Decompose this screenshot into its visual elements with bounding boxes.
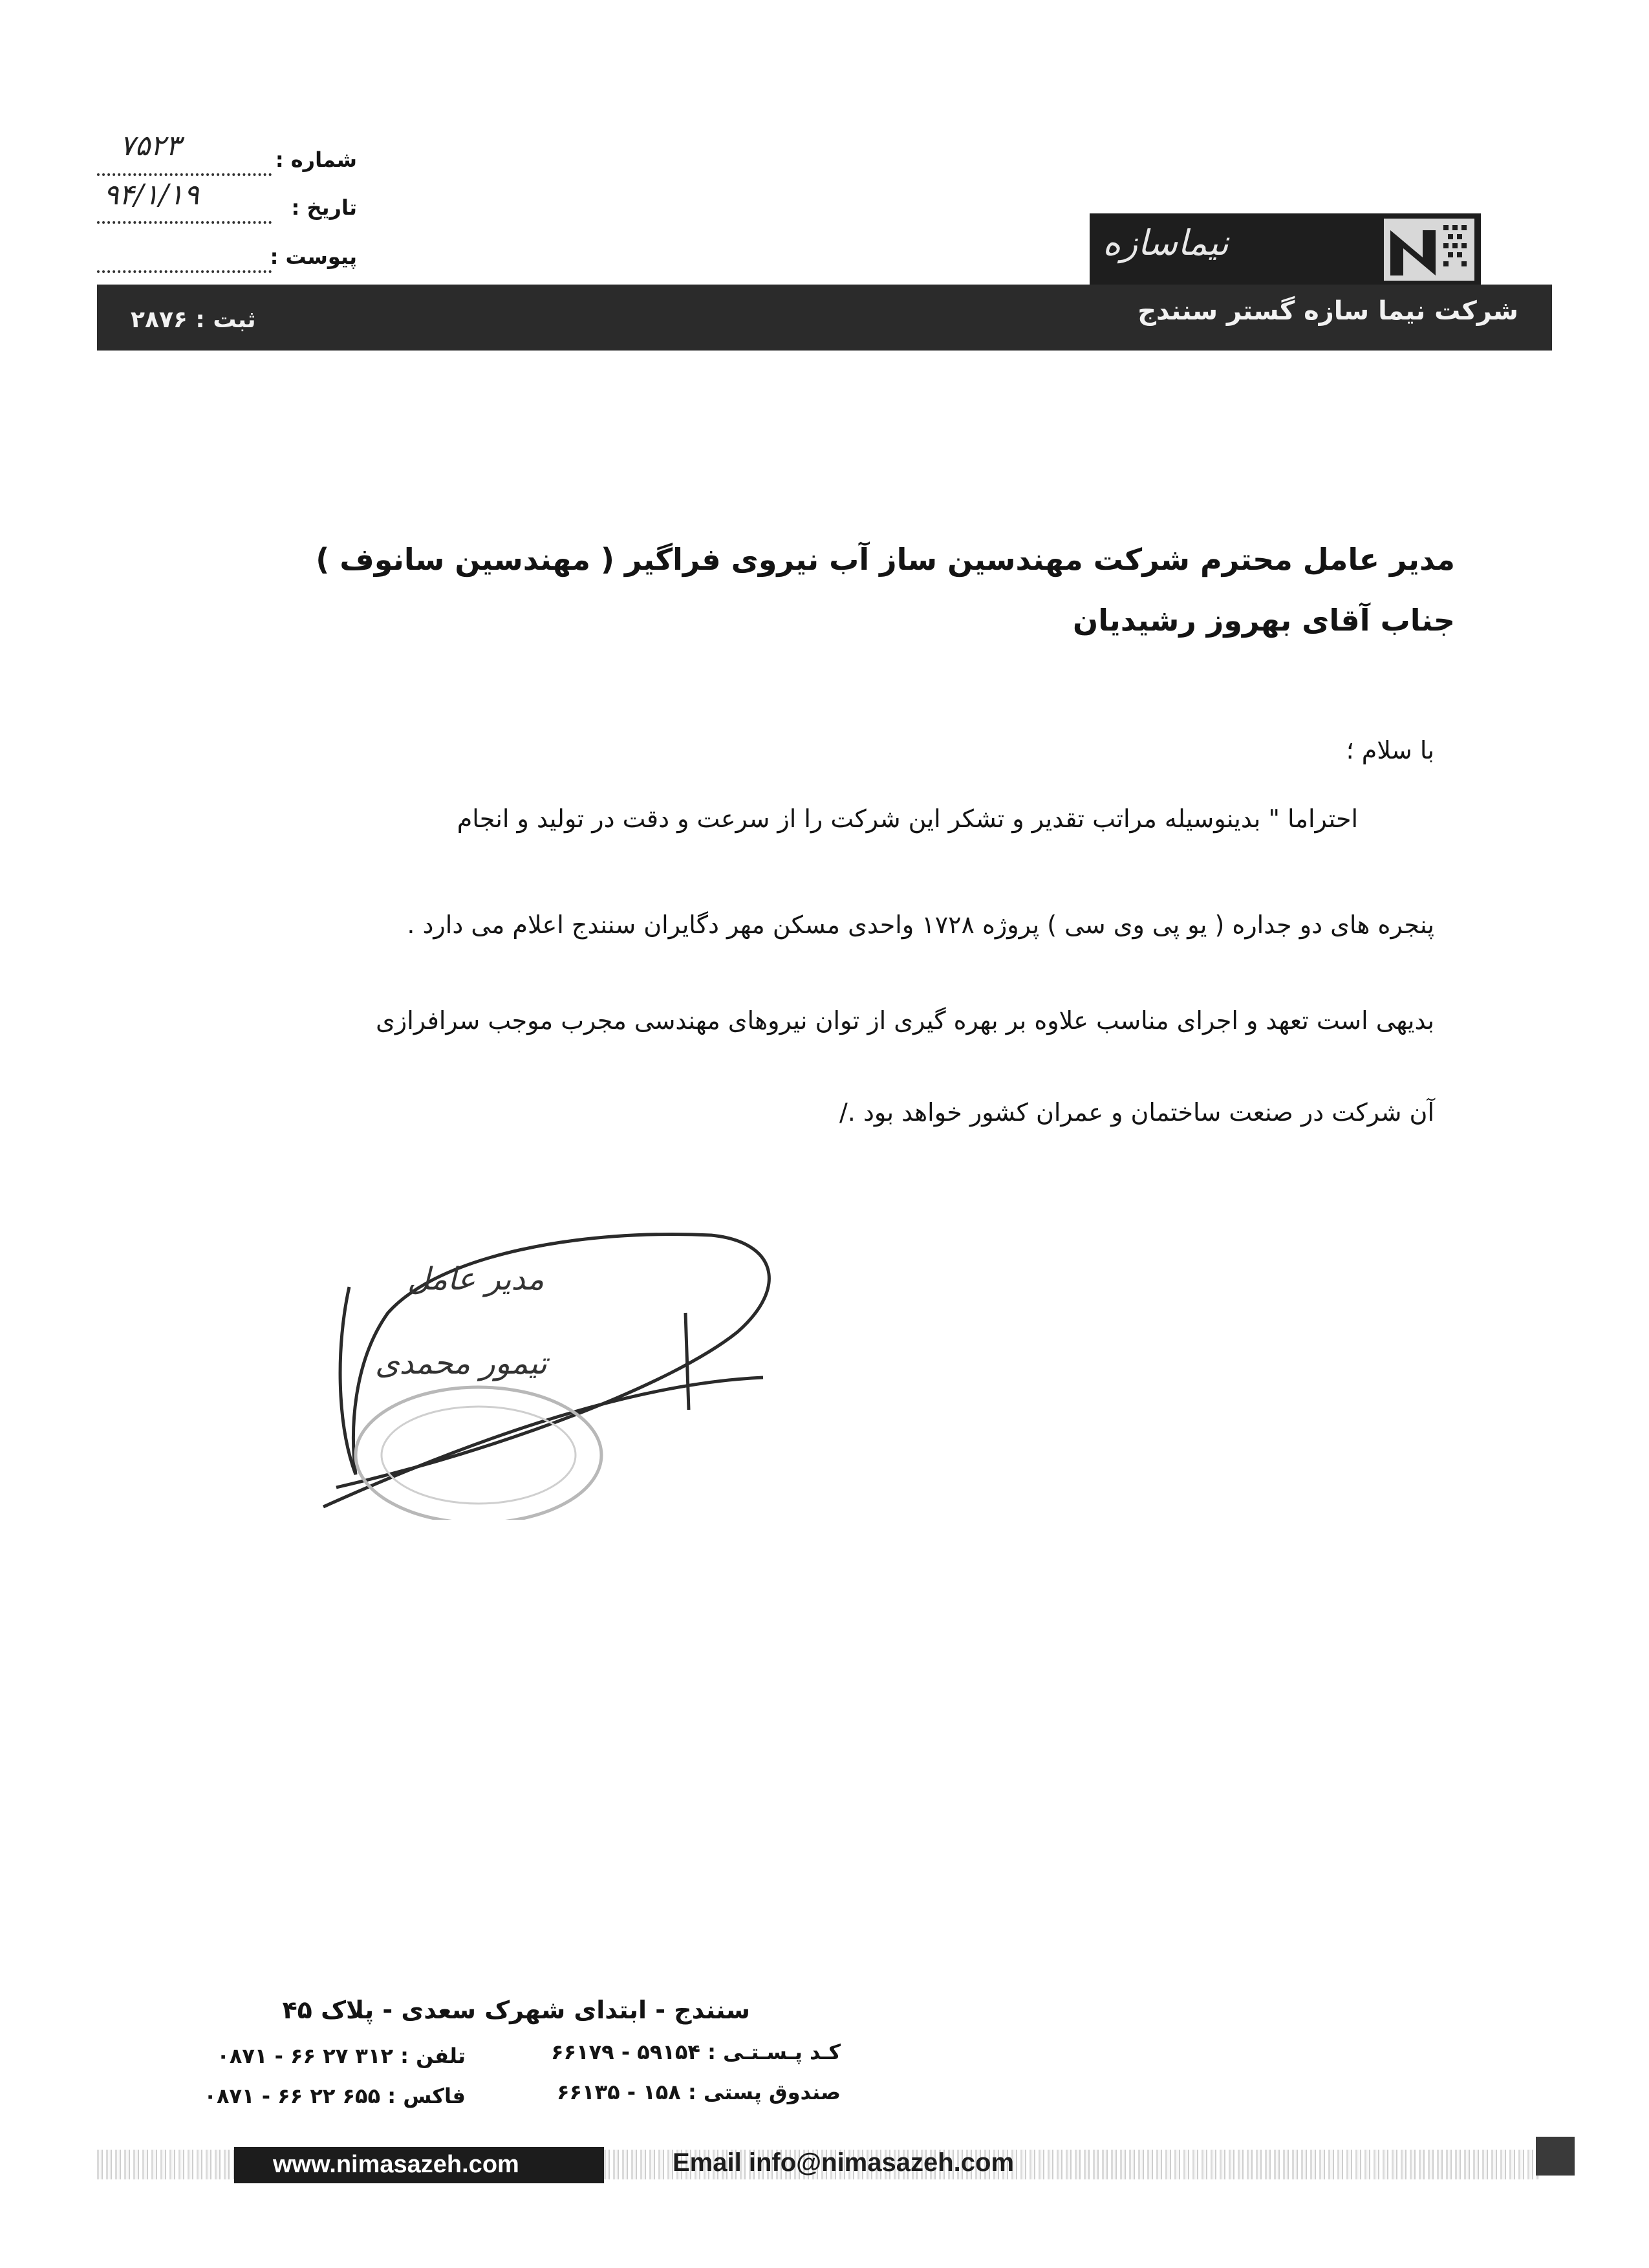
header-band	[97, 285, 1552, 351]
signature-name: تیمور محمدی	[375, 1345, 548, 1381]
attachment-dotted-line	[97, 270, 272, 273]
footer-po-box: صندوق پستی : ۱۵۸ - ۶۶۱۳۵	[556, 2080, 841, 2104]
logo-script-text: نیماسازه	[1103, 222, 1229, 263]
company-name: شرکت نیما سازه گستر سنندج	[1137, 296, 1518, 326]
footer-website: www.nimasazeh.com	[273, 2151, 519, 2178]
signature-title: مدیر عامل	[407, 1261, 544, 1297]
footer-fax: فاکس : ۶۵۵ ۲۲ ۶۶ - ۰۸۷۱	[204, 2084, 466, 2108]
footer-postal-code: کـد پـسـتـی : ۵۹۱۵۴ - ۶۶۱۷۹	[551, 2040, 841, 2064]
number-handwritten: ۷۵۲۳	[120, 129, 181, 162]
attachment-label: پیوست :	[270, 244, 357, 269]
recipient-line-2: جناب آقای بهروز رشیدیان	[1073, 603, 1455, 638]
date-dotted-line	[97, 221, 272, 224]
logo-mark-icon	[1384, 219, 1474, 281]
footer-website-bar	[234, 2147, 604, 2183]
paragraph-line-2: پنجره های دو جداره ( یو پی وی سی ) پروژه ۱۷۲۸ واحدی مسکن مهر دگایران سنندج اعلام می دارد .	[407, 911, 1434, 939]
greeting: با سلام ؛	[1346, 736, 1434, 764]
company-logo	[1090, 213, 1481, 285]
footer-phone: تلفن : ۳۱۲ ۲۷ ۶۶ - ۰۸۷۱	[217, 2044, 466, 2068]
paragraph-line-1: احتراما " بدینوسیله مراتب تقدیر و تشکر این شرکت را از سرعت و دقت در تولید و انجام	[457, 805, 1358, 833]
date-handwritten: ۹۴/۱/۱۹	[103, 178, 199, 211]
footer-email: Email info@nimasazeh.com	[673, 2148, 1015, 2177]
registration-number: ثبت : ۲۸۷۶	[131, 307, 256, 333]
footer-address: سنندج - ابتدای شهرک سعدی - پلاک ۴۵	[282, 1996, 750, 2024]
number-label: شماره :	[275, 147, 357, 172]
footer-corner-block	[1536, 2137, 1575, 2176]
paragraph-line-3: بدیهی است تعهد و اجرای مناسب علاوه بر بهره گیری از توان نیروهای مهندسی مجرب موجب سرافرازی	[376, 1006, 1434, 1035]
recipient-line-1: مدیر عامل محترم شرکت مهندسین ساز آب نیروی فراگیر ( مهندسین سانوف )	[316, 542, 1455, 577]
date-label: تاریخ :	[291, 195, 357, 220]
number-dotted-line	[97, 173, 272, 176]
paragraph-line-4: آن شرکت در صنعت ساختمان و عمران کشور خواهد بود ./	[839, 1098, 1434, 1127]
